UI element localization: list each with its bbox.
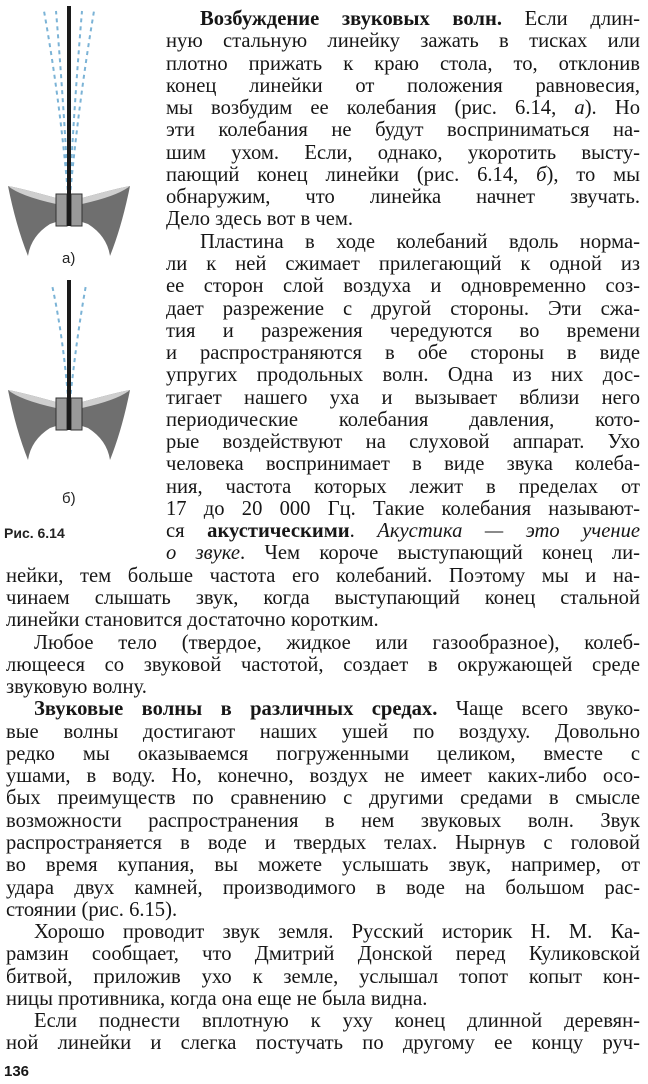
text-line — [166, 208, 640, 231]
text-line — [6, 966, 640, 989]
text-line — [6, 787, 640, 810]
text-line — [166, 119, 640, 142]
text-line — [166, 520, 640, 543]
text-run: Чаще всего звуко- — [437, 698, 640, 721]
text-run: ной линейки и слегка постучать по другому ее концу руч- — [6, 1032, 640, 1055]
text-line — [166, 364, 640, 387]
text-run: возможности распространения в нем звуковых волн. Звук — [6, 809, 640, 832]
text-line — [166, 275, 640, 298]
text-line — [166, 453, 640, 476]
text-run: Хорошо проводит звук земля. Русский историк Н. М. Ка- — [34, 921, 640, 944]
text-run: звуковую волну. — [6, 676, 147, 699]
text-line — [6, 676, 640, 699]
text-line — [166, 53, 640, 76]
text-run: . Чем короче выступающий конец ли- — [240, 542, 640, 565]
figure-label-b: б) — [62, 490, 76, 507]
text-run: Дело здесь вот в чем. — [166, 208, 354, 231]
text-line — [166, 431, 640, 454]
text-run: Если поднести вплотную к уху конец длинной деревян- — [34, 1010, 640, 1033]
text-run: лющееся со звуковой частотой, создает в окружающей среде — [6, 653, 640, 676]
text-line — [34, 1010, 640, 1033]
text-line — [6, 854, 640, 877]
text-line — [6, 832, 640, 855]
text-line — [6, 765, 640, 788]
text-line — [166, 253, 640, 276]
text-run: редко мы оказываемся погруженными целиком, вместе с — [6, 742, 640, 765]
text-run: ся — [166, 520, 208, 543]
italic-text: Акустика — это учение — [377, 520, 641, 543]
text-run: шим ухом. Если, однако, укоротить высту- — [166, 141, 640, 164]
text-line — [166, 342, 640, 365]
bold-term: Возбуждение звуковых волн. — [200, 8, 502, 30]
text-line — [6, 654, 640, 677]
text-line — [6, 810, 640, 833]
figure-label-a: а) — [62, 250, 76, 267]
text-run: распространяется в воде и твердых телах. Нырнув с головой — [6, 831, 640, 854]
text-run: тигает нашего уха и вызывает вблизи него — [166, 386, 640, 409]
text-line — [166, 75, 640, 98]
text-run: нейки, тем больше частота его колебаний. Поэтому мы и на- — [6, 564, 640, 587]
text-line — [200, 8, 640, 31]
text-run: чинаем слышать звук, когда выступающий конец стальной — [6, 587, 640, 610]
text-run: ), то мы — [546, 163, 640, 186]
text-line — [34, 921, 640, 944]
text-line — [34, 632, 640, 655]
text-line — [166, 142, 640, 165]
text-run: человека воспринимает в виде звука колеба- — [166, 453, 640, 476]
text-run: рые воздействуют на слуховой аппарат. Ухо — [166, 431, 640, 454]
text-run: ли к ней сжимает прилегающий к одной из — [166, 252, 640, 275]
text-line — [6, 1032, 640, 1055]
italic-text: а — [574, 97, 585, 120]
text-line — [166, 387, 640, 410]
vise-ruler-short-illustration — [6, 280, 136, 480]
text-run: . — [349, 520, 378, 543]
text-run: битвой, приложив ухо к земле, услышал топот копыт кон- — [6, 965, 640, 988]
text-run: дает разрежение с другой стороны. Эти сжа- — [166, 297, 640, 320]
text-run: удара двух камней, производимого в воде на большом рас- — [6, 876, 640, 899]
text-line — [166, 542, 640, 565]
text-line — [6, 899, 640, 922]
text-line — [34, 698, 640, 721]
text-run: мы возбудим ее колебания (рис. 6.14, — [166, 97, 575, 120]
bold-term: акустическими — [207, 520, 350, 543]
text-line — [166, 97, 640, 120]
text-run: ницы противника, когда она еще не была видна. — [6, 987, 428, 1010]
text-line — [200, 231, 640, 254]
text-run: ). Но — [584, 97, 640, 120]
text-line — [6, 988, 640, 1011]
text-line — [6, 609, 640, 632]
text-line — [6, 587, 640, 610]
figure-caption: Рис. 6.14 — [4, 525, 65, 541]
text-run: Если длин- — [501, 8, 640, 30]
text-run: упругих продольных волн. Одна из них дос- — [166, 364, 640, 387]
page-number: 136 — [4, 1063, 30, 1080]
italic-text: о звуке — [166, 542, 241, 565]
italic-text: б — [536, 163, 547, 186]
text-run: ния, частота которых лежит в пределах от — [166, 475, 640, 498]
text-run: рамзин сообщает, что Дмитрий Донской перед Куликовской — [6, 943, 640, 966]
text-line — [166, 186, 640, 209]
text-run: 17 до 20 000 Гц. Такие колебания называют- — [166, 497, 640, 520]
text-run: ушами, в воду. Но, конечно, воздух не имеет каких-либо осо- — [6, 765, 640, 788]
text-line — [166, 320, 640, 343]
text-line — [166, 476, 640, 499]
text-line — [6, 877, 640, 900]
text-run: Любое тело (твердое, жидкое или газообразное), колеб- — [34, 631, 640, 654]
text-run: Пластина в ходе колебаний вдоль норма- — [200, 230, 640, 253]
text-run: во время купания, вы можете услышать звук, например, от — [6, 854, 640, 877]
text-run: стоянии (рис. 6.15). — [6, 898, 178, 921]
text-run: ную стальную линейку зажать в тисках или — [166, 30, 640, 53]
figure-6-14 — [0, 0, 160, 560]
text-line — [6, 565, 640, 588]
text-line — [6, 743, 640, 766]
text-line — [6, 943, 640, 966]
text-run: тия и разрежения чередуются во времени — [166, 319, 640, 342]
text-run: ее сторон слой воздуха и одновременно соз- — [166, 275, 640, 298]
text-line — [166, 164, 640, 187]
text-run: обнаружим, что линейка начнет звучать. — [166, 186, 640, 209]
text-run: линейки становится достаточно коротким. — [6, 609, 379, 632]
text-line — [166, 30, 640, 53]
text-run: конец линейки от положения равновесия, — [166, 74, 640, 97]
text-run: периодические колебания давления, кото- — [166, 408, 640, 431]
text-line — [166, 298, 640, 321]
bold-term: Звуковые волны в различных средах. — [34, 698, 438, 721]
vise-ruler-long-illustration — [6, 6, 136, 256]
text-run: и распространяются в обе стороны в виде — [166, 342, 640, 365]
text-line — [166, 498, 640, 521]
text-run: вые волны достигают наших ушей по воздуху. Довольно — [6, 720, 640, 743]
text-line — [166, 409, 640, 432]
text-run: эти колебания не будут восприниматься на- — [166, 119, 640, 142]
text-line — [6, 721, 640, 744]
text-run: пающий конец линейки (рис. 6.14, — [166, 163, 537, 186]
text-run: плотно прижать к краю стола, то, отклонив — [166, 52, 640, 75]
text-run: бых преимуществ по сравнению с другими средами в смысле — [6, 787, 640, 810]
